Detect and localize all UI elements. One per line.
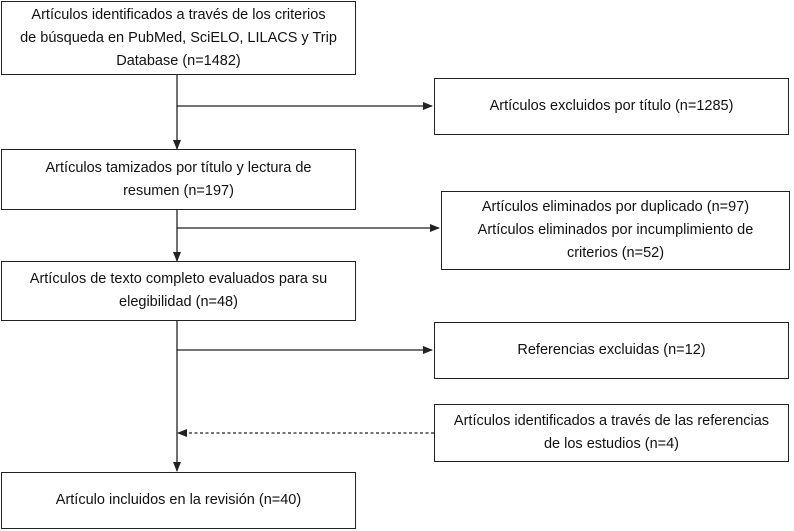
box-references-identified [434,404,789,462]
box-line: Artículos tamizados por título y lectura de [45,159,312,176]
box-excluded-title [434,78,789,135]
box-line: de búsqueda en PubMed, SciELO, LILACS y Trip [20,29,337,46]
box-line: Artículos de texto completo evaluados para su [29,271,328,287]
box-line: Artículos identificados a través de las referencias [453,413,770,429]
box-references-excluded [434,322,789,379]
box-line: de los estudios (n=4) [543,436,679,452]
box-line: Artículos excluidos por título (n=1285) [489,98,734,114]
box-eliminated [441,191,790,270]
box-identified [1,1,356,75]
box-line: Artículos eliminados por incumplimiento de [477,222,754,238]
box-line: Artículo incluidos en la revisión (n=40) [55,492,302,508]
box-included [1,472,356,529]
box-line: elegibilidad (n=48) [119,294,238,310]
box-line: criterios (n=52) [566,245,665,261]
box-line: resumen (n=197) [123,182,234,199]
box-full-text [1,261,356,321]
box-line: Artículos eliminados por duplicado (n=97) [481,199,750,215]
box-screened [1,149,356,210]
box-line: Artículos identificados a través de los criterios [31,6,326,23]
box-line: Referencias excluidas (n=12) [517,342,706,358]
box-line: Database (n=1482) [116,52,241,69]
